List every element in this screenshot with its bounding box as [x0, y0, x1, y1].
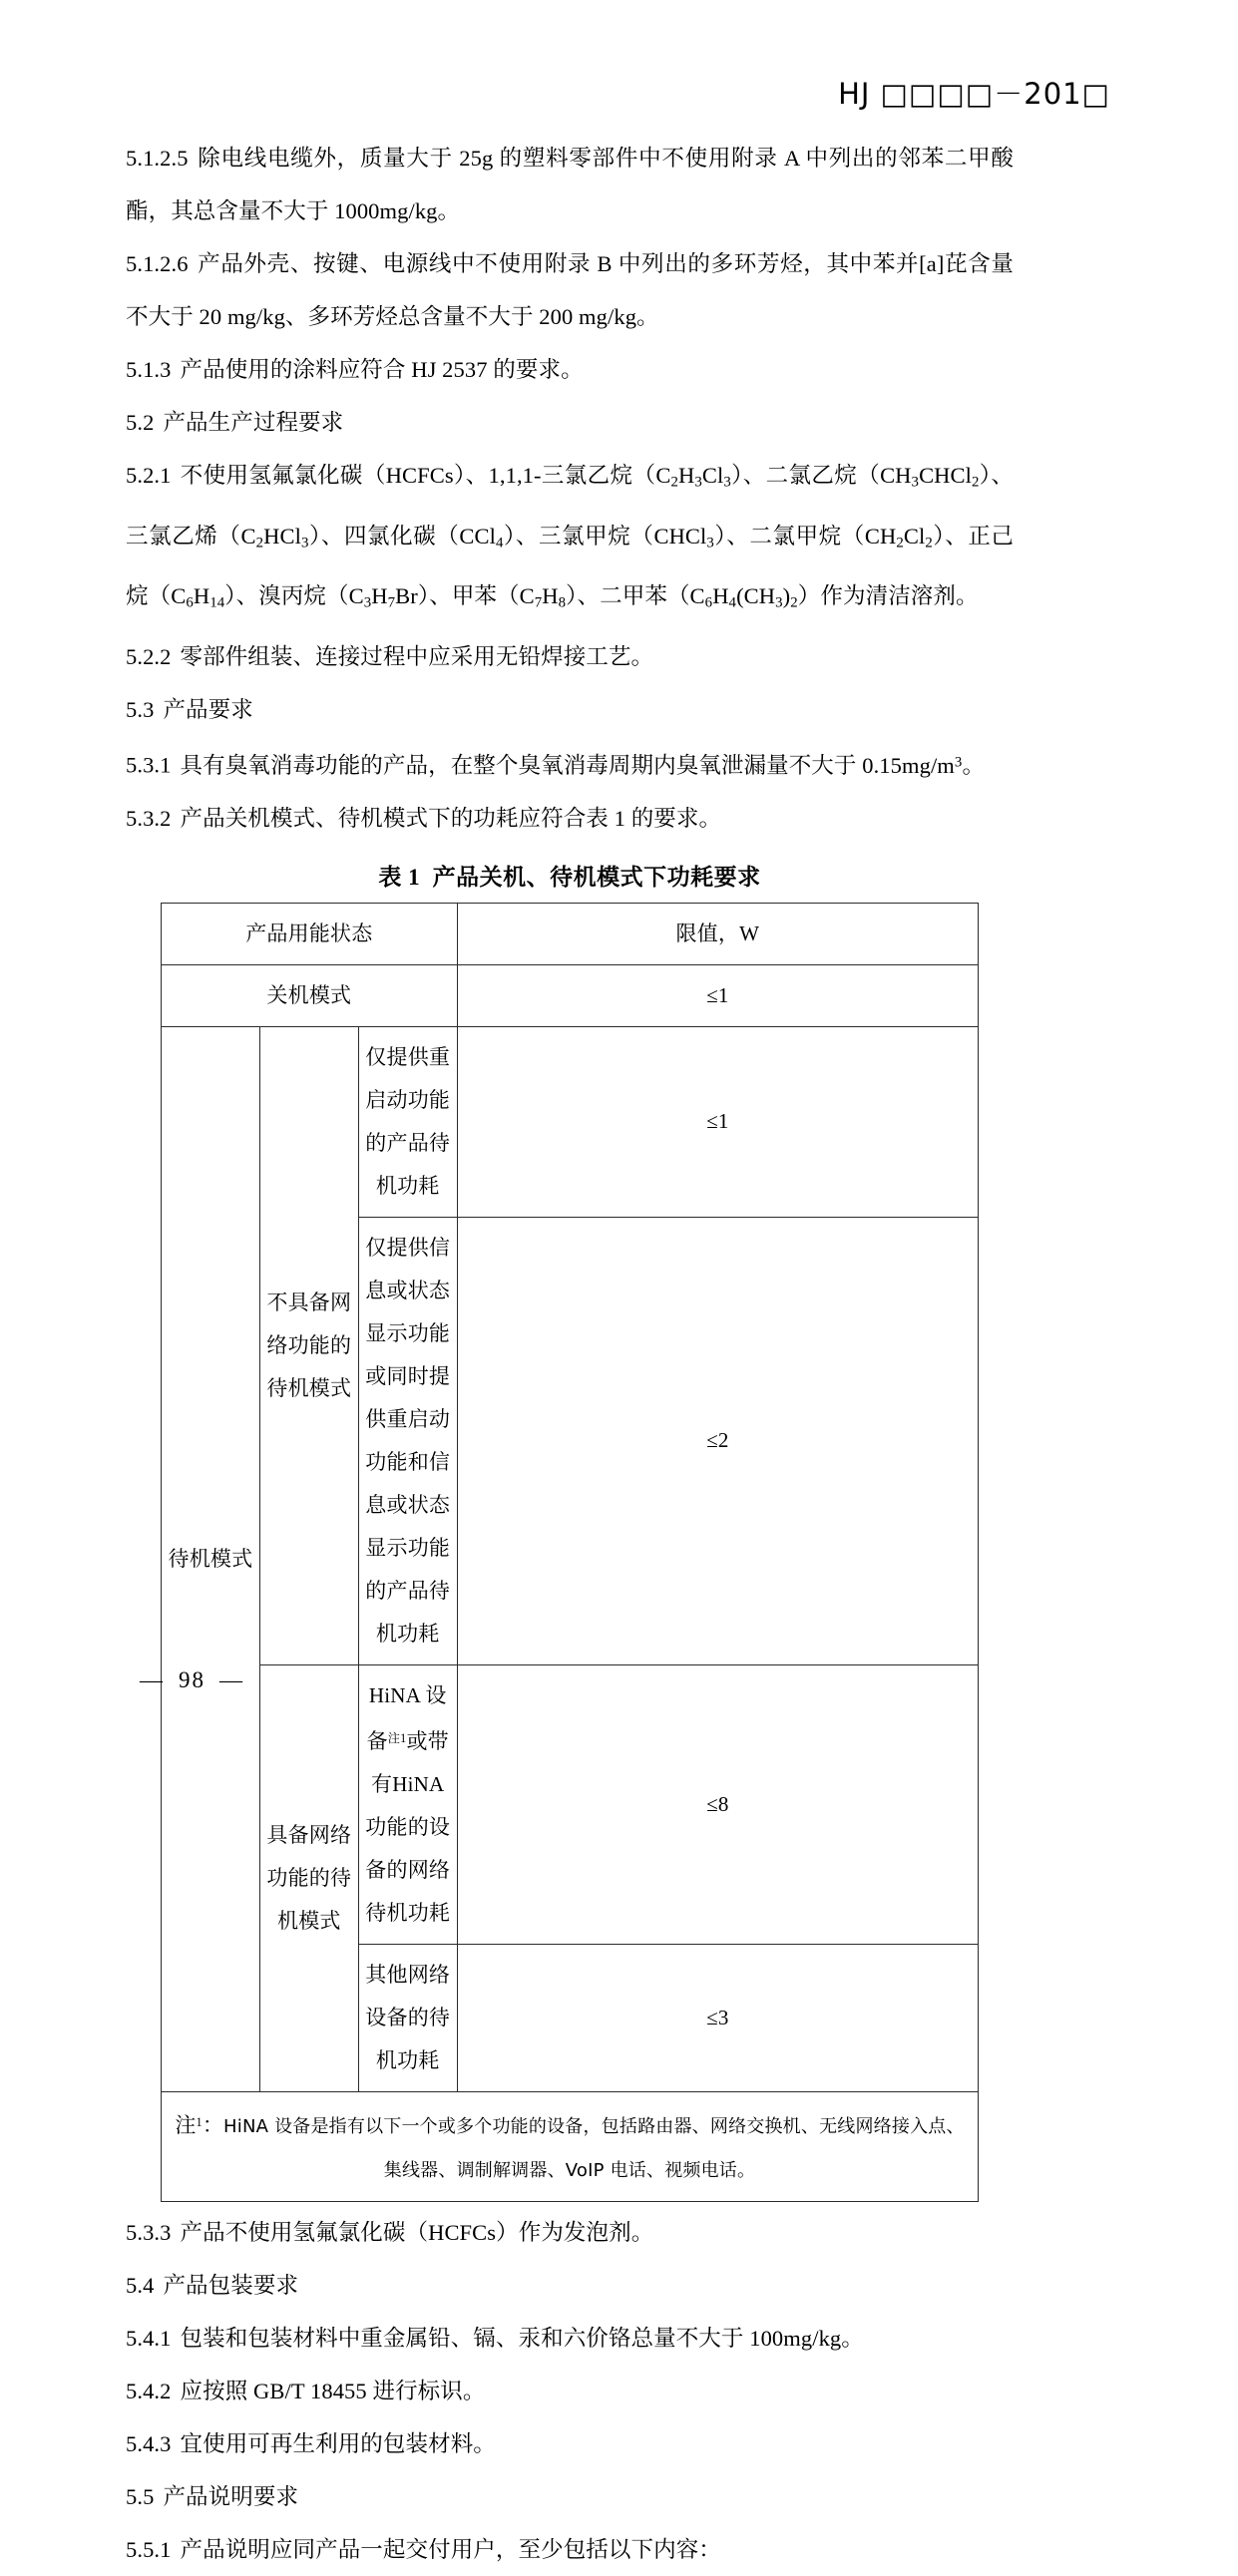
clause-number: 5.1.2.5: [126, 146, 189, 171]
clause-text-part: 不使用氢氟氯化碳（HCFCs）、: [180, 463, 489, 488]
clause-text: 零部件组装、连接过程中应采用无铅焊接工艺。: [180, 644, 654, 670]
clause-number: 5.3.1: [126, 752, 172, 778]
hina-detail-part-a: HiNA 设备: [366, 1682, 447, 1753]
footnote-text: HiNA 设备是指有以下一个或多个功能的设备，包括路由器、网络交换机、无线网络接入点、集线器、调制解调器、VoIP 电话、视频电话。: [223, 2115, 965, 2181]
hina-detail-line2: 的网络待机功耗: [365, 1857, 451, 1925]
solvent-name: 1,1,1-三氯乙烷: [488, 463, 633, 488]
footnote-colon: ：: [202, 2112, 224, 2137]
row-restart-only-limit: ≤1: [457, 1026, 978, 1217]
table-row: [162, 964, 979, 1026]
clause-text: 产品说明要求: [163, 2483, 299, 2509]
standard-number-text: HJ □□□□－201□: [838, 77, 1110, 111]
table-header-state: 产品用能状态: [162, 903, 458, 964]
clause-text: 产品外壳、按键、电源线中不使用附录 B 中列出的多环芳烃，其中苯并[a]芘含量不大于 20 mg/kg、多环芳烃总含量不大于 200 mg/kg。: [126, 251, 1014, 329]
clause-5-2-2: [126, 630, 1014, 683]
page-footer: [126, 1667, 258, 1693]
footer-dash-left: —: [140, 1667, 165, 1692]
table-footnote: [162, 2091, 979, 2201]
clause-5-1-2-5: [126, 132, 1014, 237]
clause-5-4-2: [126, 2365, 1014, 2417]
clause-number: 5.1.3: [126, 357, 172, 382]
clause-number: 5.2: [126, 410, 155, 435]
clause-text-tail: 作为清洁溶剂。: [820, 583, 979, 609]
row-with-network-label: 具备网络功能的待机模式: [259, 1664, 358, 2091]
clause-number: 5.4: [126, 2272, 155, 2298]
clause-number: 5.3: [126, 697, 155, 723]
clause-5-4-1: [126, 2312, 1014, 2365]
clause-5-4: [126, 2259, 1014, 2312]
clause-text: 具有臭氧消毒功能的产品，在整个臭氧消毒周期内臭氧泄漏量不大于 $0.15mg/m^3$。: [180, 752, 986, 778]
clause-5-3: [126, 683, 1014, 736]
post-table-clauses: [126, 2206, 1014, 2576]
clause-5-5-1: [126, 2523, 1014, 2576]
clause-5-2: [126, 396, 1014, 449]
row-restart-only-detail: 仅提供重启动功能的产品待机功耗: [358, 1026, 457, 1217]
row-off-mode-limit: ≤1: [457, 964, 978, 1026]
solvent-name: 四氯化碳: [343, 523, 437, 549]
clause-number: 5.3.2: [126, 805, 172, 831]
standard-number-header: [838, 72, 1110, 113]
row-standby-mode-label: 待机模式: [162, 1026, 260, 2091]
row-info-display-limit: ≤2: [457, 1217, 978, 1664]
solvent-name: 三氯乙烯: [126, 523, 218, 549]
solvent-name: 二氯甲烷: [749, 523, 842, 549]
footnote-marker: 1: [196, 2114, 203, 2129]
clause-text: 宜使用可再生利用的包装材料。: [180, 2430, 496, 2456]
clause-5-2-1: 5.2.1 不使用氢氟氯化碳（HCFCs）、1,1,1-三氯乙烷$(C_2H_3Cl_3)$、二氯乙烷$(CH_3CHCl_2)$、三氯乙烯$(C_2HCl_3)$、四氯化碳（CCl$_4$）、三氯甲烷（CHCl$_3$）、二氯甲烷$(CH_2Cl_2)$、正己烷$(C_6H_{14})$、溴丙烷$(C_3H_7Br)$、甲苯$(C_7H_8)$、二甲苯$(C_6H_4(CH_3)_2)$作为清洁溶剂。: [126, 463, 1015, 612]
clause-number: 5.4.3: [126, 2430, 172, 2456]
clause-5-1-3: [126, 343, 1014, 396]
table-row: [162, 1664, 979, 1944]
footnote-label: 注: [175, 2112, 197, 2137]
clause-text: 产品使用的涂料应符合 HJ 2537 的要求。: [180, 357, 584, 382]
clause-text: 产品包装要求: [163, 2272, 299, 2298]
row-no-network-label: 不具备网络功能的待机模式: [259, 1026, 358, 1664]
hina-footnote-marker: 注1: [387, 1730, 407, 1745]
power-consumption-table: [161, 903, 979, 2202]
row-other-network-detail: 其他网络设备的待机功耗: [358, 1944, 457, 2091]
row-hina-detail: [358, 1664, 457, 1944]
solvent-name: 正己烷: [126, 523, 1015, 609]
clause-number: 5.5.1: [126, 2536, 172, 2562]
document-body: [126, 132, 1014, 2576]
clause-number: 5.2.1: [126, 463, 172, 488]
solvent-name: 溴丙烷: [258, 583, 327, 609]
clause-number: 5.5: [126, 2483, 155, 2509]
hina-detail-part-b: 或带有HiNA 功能的设备: [365, 1728, 451, 1882]
clause-5-3-2: [126, 792, 1014, 845]
clause-number: 5.3.3: [126, 2219, 172, 2245]
clause-5-3-3: [126, 2206, 1014, 2259]
clause-number: 5.1.2.6: [126, 251, 189, 276]
table-header-row: [162, 903, 979, 964]
clause-number: 5.2.2: [126, 644, 172, 670]
solvent-name: 三氯甲烷: [538, 523, 631, 549]
clause-text: 产品关机模式、待机模式下的功耗应符合表 1 的要求。: [180, 805, 722, 831]
clause-text: 包装和包装材料中重金属铅、镉、汞和六价铬总量不大于 100mg/kg。: [180, 2325, 864, 2351]
table-note-row: [162, 2091, 979, 2201]
row-hina-limit: ≤8: [457, 1664, 978, 1944]
clause-text: 产品生产过程要求: [163, 410, 344, 435]
solvent-name: 二氯乙烷: [765, 463, 858, 488]
clause-text: 产品不使用氢氟氯化碳（HCFCs）作为发泡剂。: [180, 2219, 654, 2245]
solvent-name: 甲苯: [451, 583, 498, 609]
clause-text: 产品要求: [163, 697, 253, 723]
table-header-limit: 限值，W: [457, 903, 978, 964]
row-info-display-detail: 仅提供信息或状态显示功能或同时提供重启动功能和信息或状态显示功能的产品待机功耗: [358, 1217, 457, 1664]
clause-5-1-2-6: [126, 237, 1014, 343]
clause-5-5: [126, 2470, 1014, 2523]
table-caption: [126, 859, 1014, 892]
clause-text: 除电线电缆外，质量大于 25g 的塑料零部件中不使用附录 A 中列出的邻苯二甲酸酯，其总含量不大于 1000mg/kg。: [126, 146, 1014, 223]
clause-number: 5.4.1: [126, 2325, 172, 2351]
table-caption-label: 表 1: [378, 864, 421, 890]
solvent-name: 二甲苯: [600, 583, 667, 609]
page-number: 98: [179, 1667, 206, 1692]
table-caption-title: 产品关机、待机模式下功耗要求: [432, 864, 761, 890]
clause-text: 产品说明应同产品一起交付用户，至少包括以下内容：: [180, 2536, 721, 2562]
clause-5-4-3: [126, 2417, 1014, 2470]
table-row: [162, 1026, 979, 1217]
clause-text: 应按照 GB/T 18455 进行标识。: [180, 2378, 486, 2403]
row-other-network-limit: ≤3: [457, 1944, 978, 2091]
row-off-mode-label: 关机模式: [162, 964, 458, 1026]
clause-5-3-1: [126, 736, 1014, 792]
clause-number: 5.4.2: [126, 2378, 172, 2403]
footer-dash-right: —: [219, 1667, 244, 1692]
